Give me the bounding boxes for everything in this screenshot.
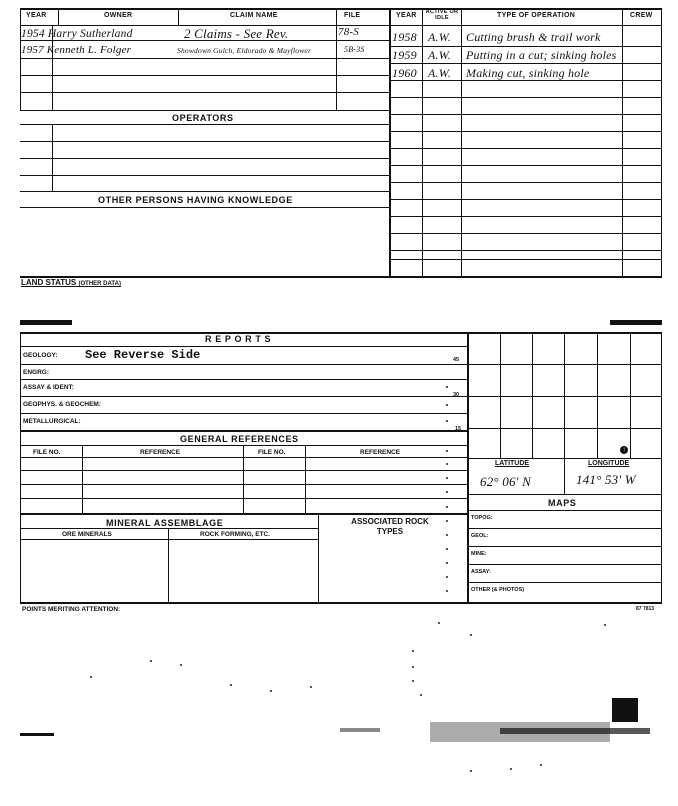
- longitude-value: 141° 53' W: [576, 472, 636, 487]
- claim-row-1-claim-name: 2 Claims - See Rev.: [184, 26, 289, 41]
- maps-mine-label: MINE:: [471, 551, 487, 557]
- ref-file-no-1: FILE NO.: [33, 449, 61, 456]
- engrg-label: ENGRG:: [23, 369, 49, 376]
- operation-row-3-type: Making cut, sinking hole: [466, 66, 590, 80]
- header-owner: OWNER: [104, 12, 133, 19]
- maps-topog-label: TOPOG:: [471, 515, 493, 521]
- other-persons-heading: OTHER PERSONS HAVING KNOWLEDGE: [98, 195, 293, 205]
- maps-assay-label: ASSAY:: [471, 569, 491, 575]
- grid-number-45: 45: [453, 357, 460, 363]
- claim-row-2-file: 5B-3S: [344, 45, 365, 54]
- rock-forming-label: ROCK FORMING, ETC.: [200, 531, 271, 538]
- operation-row-3-active: A.W.: [428, 66, 452, 80]
- land-status-note: (OTHER DATA): [78, 281, 121, 287]
- header-claim-name: CLAIM NAME: [230, 12, 278, 19]
- form-code: 87 7813: [636, 606, 655, 612]
- maps-other-label: OTHER (& PHOTOS): [471, 587, 525, 593]
- grid-number-30: 30: [453, 392, 460, 398]
- longitude-label: LONGITUDE: [588, 460, 630, 467]
- header-file: FILE: [344, 12, 361, 19]
- operation-row-2-active: A.W.: [428, 48, 452, 62]
- points-meriting-heading: POINTS MERITING ATTENTION:: [22, 606, 121, 613]
- land-status-heading: [21, 278, 121, 287]
- operation-row-1-active: A.W.: [428, 30, 452, 44]
- grid-number-15: 15: [455, 426, 462, 432]
- ref-file-no-2: FILE NO.: [258, 449, 286, 456]
- operation-row-2-year: 1959: [392, 48, 417, 62]
- header-crew: CREW: [630, 12, 653, 19]
- north-marker-icon: ↑: [620, 446, 628, 454]
- latitude-value: 62° 06' N: [480, 474, 531, 489]
- header-type-of-operation: TYPE OF OPERATION: [497, 12, 576, 19]
- geology-value: See Reverse Side: [85, 348, 201, 362]
- mineral-assemblage-heading: MINERAL ASSEMBLAGE: [106, 518, 224, 528]
- header-year-2: YEAR: [396, 12, 417, 19]
- ref-reference-2: REFERENCE: [360, 449, 401, 456]
- claim-row-1-file: 78-S: [338, 26, 359, 38]
- operators-heading: OPERATORS: [172, 113, 234, 123]
- maps-heading: MAPS: [548, 498, 577, 508]
- geology-label: GEOLOGY:: [23, 352, 58, 359]
- operation-row-1-type: Cutting brush & trail work: [466, 30, 601, 44]
- geophys-geochem-label: GEOPHYS. & GEOCHEM:: [23, 401, 102, 408]
- associated-rock-types-heading: ASSOCIATED ROCK TYPES: [351, 517, 429, 536]
- header-year: YEAR: [26, 12, 47, 19]
- reports-heading: R E P O R T S: [205, 334, 272, 344]
- latitude-label: LATITUDE: [495, 460, 530, 467]
- claim-row-2-owner: 1957 Kenneth L. Folger: [21, 44, 132, 56]
- claim-row-1-owner: 1954 Harry Sutherland: [21, 28, 133, 40]
- operation-row-1-year: 1958: [392, 30, 417, 44]
- metallurgical-label: METALLURGICAL:: [23, 418, 81, 425]
- maps-geol-label: GEOL:: [471, 533, 489, 539]
- land-status-label: LAND STATUS: [21, 278, 77, 287]
- operation-row-3-year: 1960: [392, 66, 417, 80]
- general-references-heading: GENERAL REFERENCES: [180, 434, 299, 444]
- operation-row-2-type: Putting in a cut; sinking holes: [466, 48, 617, 62]
- ref-reference-1: REFERENCE: [140, 449, 181, 456]
- ore-minerals-label: ORE MINERALS: [62, 531, 112, 538]
- claim-row-2-claim-name: Showdown Gulch, Eldorado & Mayflower: [177, 46, 312, 55]
- assay-ident-label: ASSAY & IDENT:: [23, 384, 74, 391]
- header-active-idle: ACTIVE OR IDLE: [425, 9, 459, 21]
